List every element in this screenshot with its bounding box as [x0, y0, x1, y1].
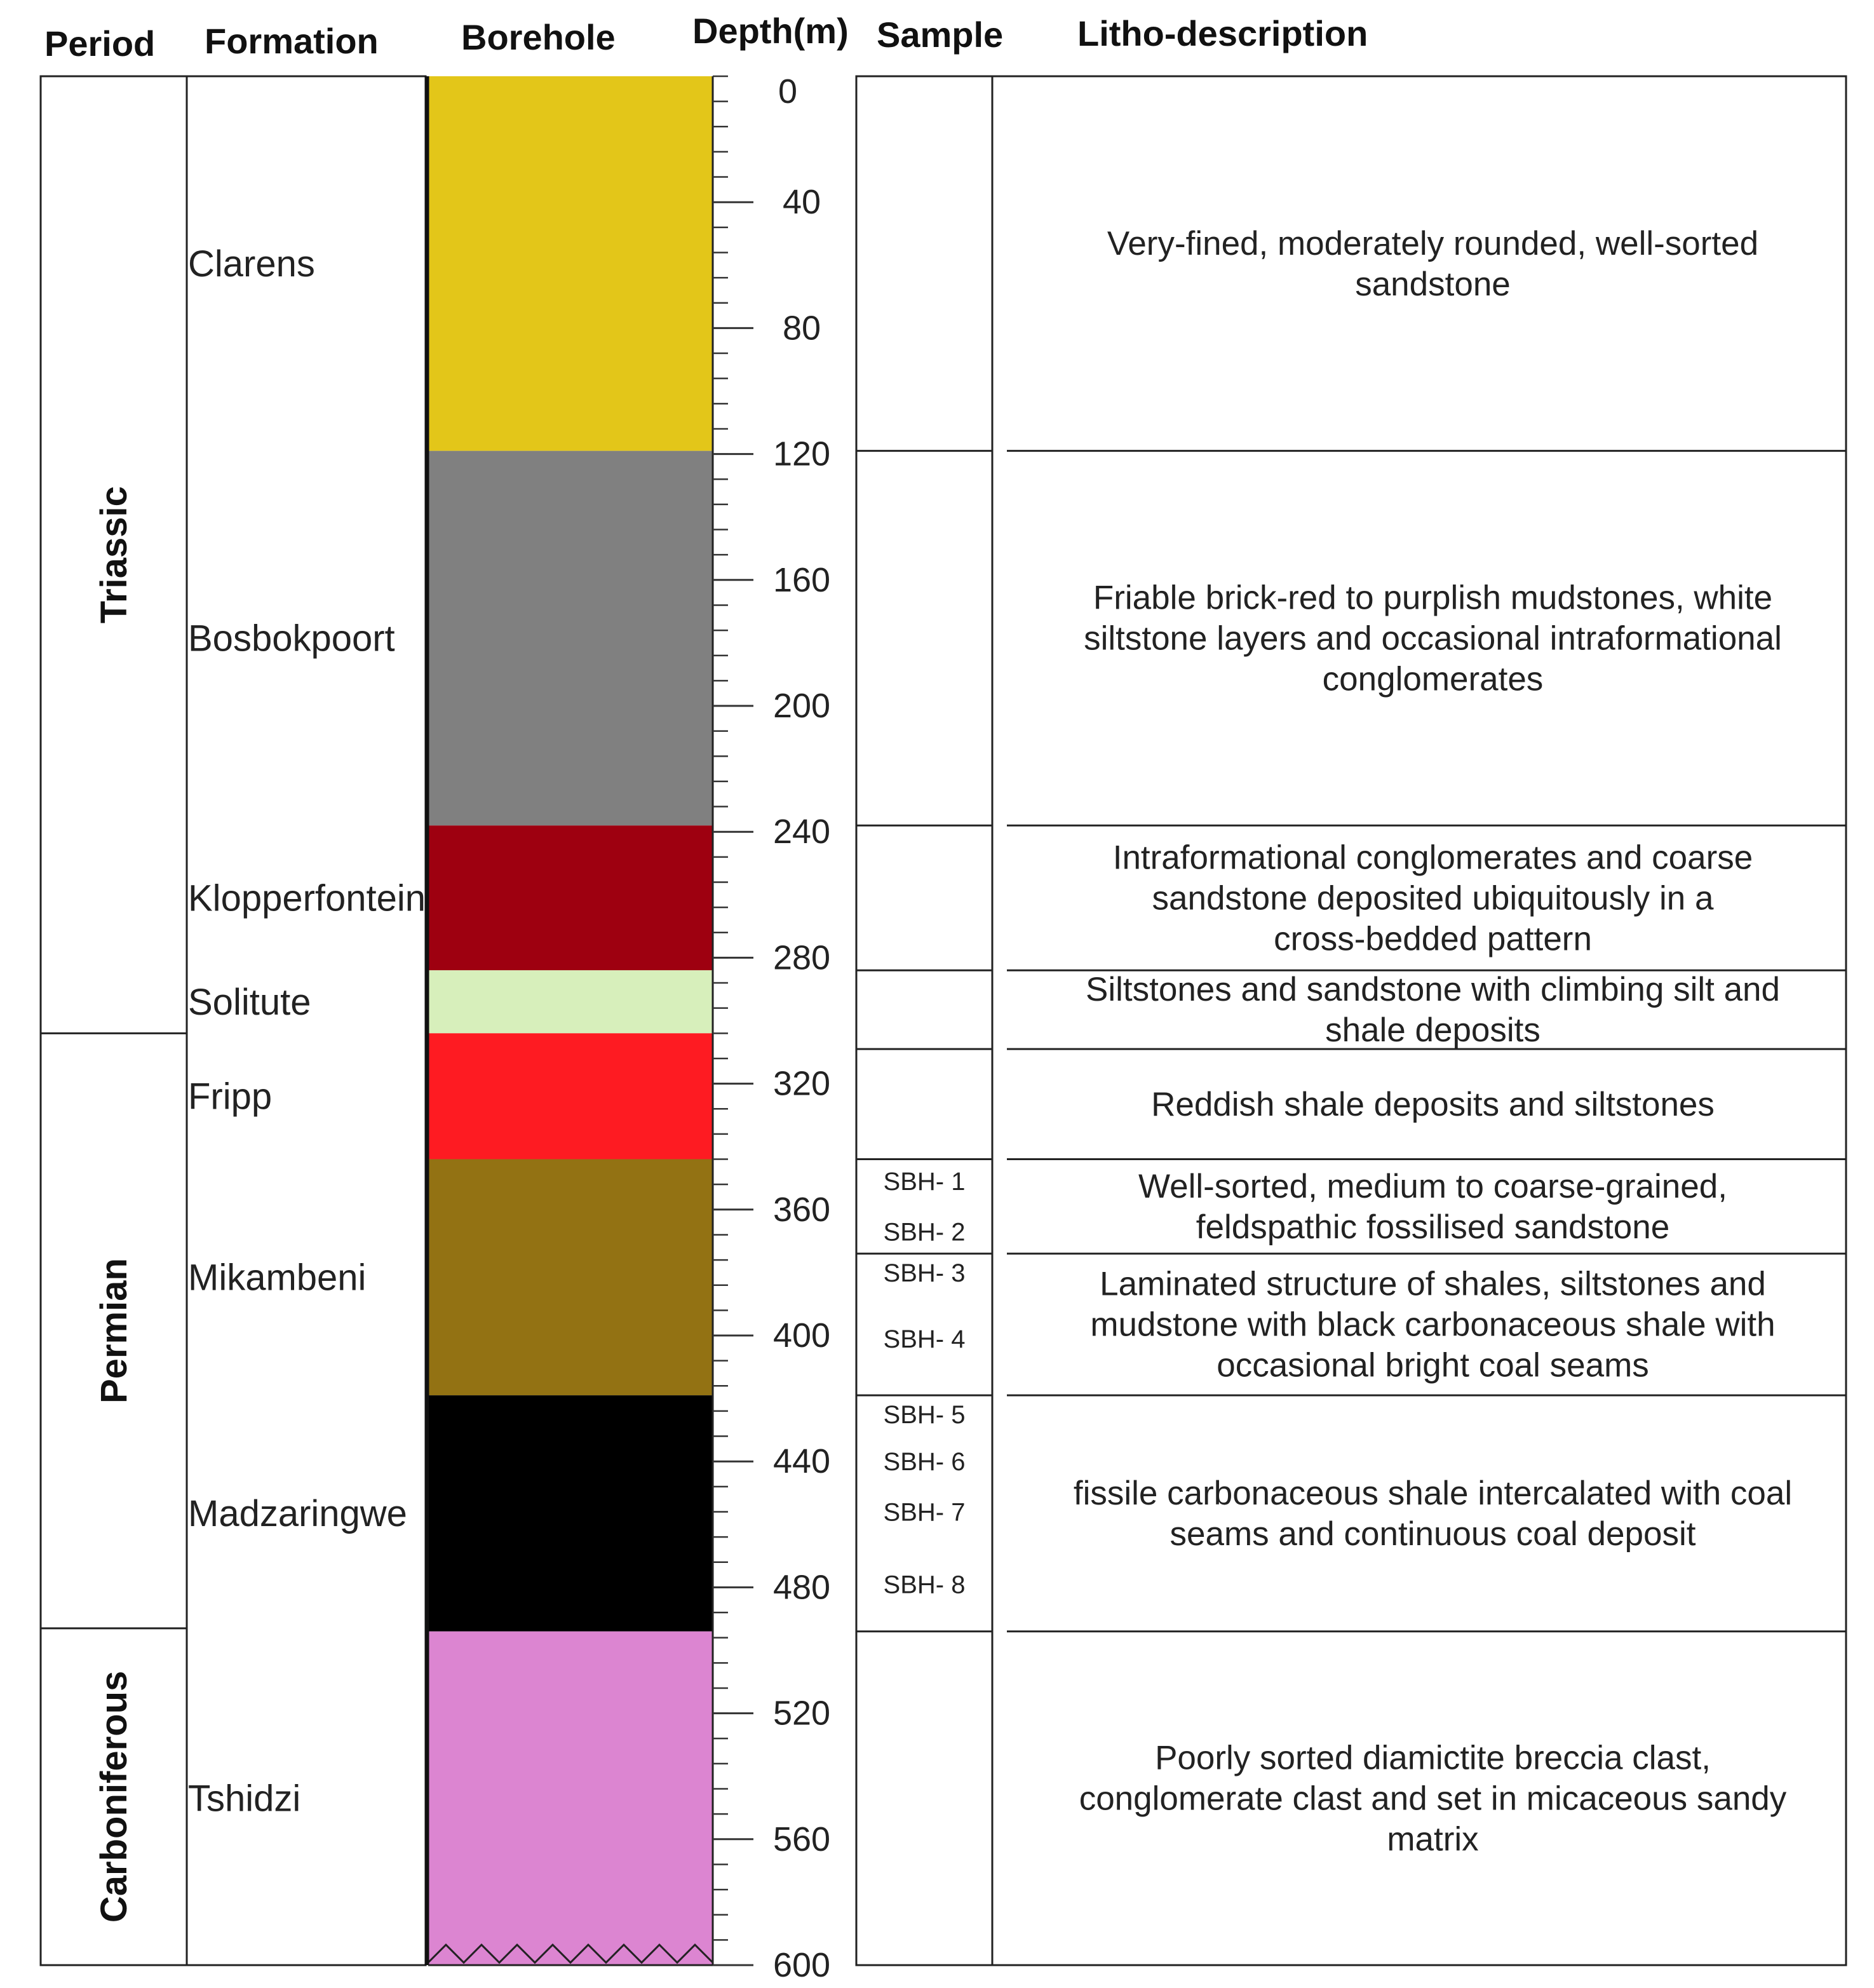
description-line: Reddish shale deposits and siltstones	[1151, 1085, 1715, 1123]
layer-mikambeni	[428, 1160, 713, 1396]
formation-label-solitute: Solitute	[188, 981, 311, 1023]
description-line: cross-bedded pattern	[1274, 920, 1592, 958]
layer-madzaringwe	[428, 1395, 713, 1632]
depth-header: Depth(m)	[692, 11, 849, 51]
description-column	[1007, 225, 1846, 1858]
borehole-column	[428, 76, 713, 1965]
depth-label: 240	[772, 813, 831, 851]
description-line: seams and continuous coal deposit	[1170, 1515, 1696, 1553]
formation-label-bosbokpoort: Bosbokpoort	[188, 618, 395, 659]
description-block	[1113, 839, 1753, 957]
layer-klopperfontein	[428, 825, 713, 970]
period-label-permian: Permian	[93, 1258, 135, 1404]
layer-solitute	[428, 970, 713, 1033]
description-line: Intraformational conglomerates and coarse	[1112, 839, 1753, 877]
description-block	[1084, 579, 1782, 698]
description-line: shale deposits	[1325, 1011, 1540, 1050]
depth-label: 360	[772, 1190, 831, 1229]
description-block	[1074, 1475, 1792, 1553]
formation-label-fripp: Fripp	[188, 1076, 273, 1118]
layer-clarens	[428, 76, 713, 451]
sample-label: SBH- 4	[883, 1325, 966, 1353]
description-block	[1079, 1739, 1787, 1858]
formation-label-madzaringwe: Madzaringwe	[188, 1492, 407, 1534]
depth-label: 200	[772, 687, 831, 725]
period-column	[41, 486, 187, 1923]
formation-label-klopperfontein: Klopperfontein	[188, 877, 426, 919]
depth-axis	[713, 72, 830, 1984]
description-line: Very-fined, moderately rounded, well-sorted	[1107, 224, 1759, 262]
sample-column	[856, 451, 992, 1632]
formation-label-clarens: Clarens	[188, 243, 315, 285]
log-frame	[41, 76, 1846, 1965]
period-header: Period	[44, 24, 156, 64]
sample-label: SBH- 6	[883, 1448, 966, 1477]
depth-label: 520	[772, 1694, 831, 1733]
depth-label: 280	[772, 938, 831, 977]
formation-label-tshidzi: Tshidzi	[188, 1778, 301, 1820]
description-line: Laminated structure of shales, siltstones and	[1100, 1265, 1766, 1303]
depth-label: 320	[772, 1064, 831, 1103]
depth-label: 160	[772, 560, 831, 599]
description-block	[1086, 971, 1780, 1049]
description-block	[1151, 1086, 1715, 1123]
sample-label: SBH- 2	[883, 1218, 966, 1247]
description-line: mudstone with black carbonaceous shale with	[1090, 1306, 1776, 1344]
description-line: Friable brick-red to purplish mudstones, white	[1093, 579, 1773, 617]
period-label-triassic: Triassic	[93, 486, 135, 624]
description-block	[1138, 1168, 1727, 1246]
description-line: feldspathic fossilised sandstone	[1196, 1208, 1670, 1246]
depth-label: 400	[772, 1316, 831, 1355]
sample-label: SBH- 8	[883, 1571, 966, 1599]
description-line: sandstone deposited ubiquitously in a	[1152, 879, 1714, 917]
sample-box	[856, 76, 992, 1965]
description-line: matrix	[1387, 1820, 1479, 1858]
description-line: Well-sorted, medium to coarse-grained,	[1138, 1167, 1727, 1205]
formation-column	[188, 243, 426, 1820]
depth-label: 120	[772, 435, 831, 473]
depth-label: 40	[782, 183, 821, 222]
description-line: siltstone layers and occasional intraformational	[1084, 619, 1782, 658]
description-line: conglomerates	[1322, 660, 1544, 698]
layer-fripp	[428, 1033, 713, 1159]
description-line: sandstone	[1355, 265, 1511, 303]
description-header: Litho-description	[1077, 13, 1368, 53]
period-label-carboniferous: Carboniferous	[93, 1670, 135, 1923]
formation-label-mikambeni: Mikambeni	[188, 1257, 367, 1299]
description-line: occasional bright coal seams	[1217, 1346, 1649, 1384]
borehole-header: Borehole	[461, 17, 616, 57]
sample-header: Sample	[877, 15, 1004, 55]
depth-label: 600	[772, 1946, 831, 1984]
depth-label: 480	[772, 1568, 831, 1607]
description-line: conglomerate clast and set in micaceous sandy	[1079, 1780, 1787, 1818]
description-line: Poorly sorted diamictite breccia clast,	[1155, 1739, 1711, 1777]
description-block	[1107, 225, 1758, 303]
sample-label: SBH- 3	[883, 1259, 966, 1287]
sample-label: SBH- 1	[883, 1168, 966, 1196]
depth-label: 80	[782, 309, 821, 348]
sample-label: SBH- 5	[883, 1400, 966, 1429]
layer-bosbokpoort	[428, 451, 713, 826]
depth-label: 560	[772, 1820, 831, 1858]
depth-label: 0	[778, 72, 798, 111]
layer-tshidzi	[428, 1632, 713, 1965]
description-block	[1090, 1266, 1775, 1384]
depth-label: 440	[772, 1442, 831, 1481]
formation-header: Formation	[205, 21, 379, 61]
description-line: fissile carbonaceous shale intercalated with coal	[1073, 1474, 1793, 1512]
description-line: Siltstones and sandstone with climbing silt and	[1086, 971, 1780, 1009]
sample-label: SBH- 7	[883, 1498, 966, 1527]
